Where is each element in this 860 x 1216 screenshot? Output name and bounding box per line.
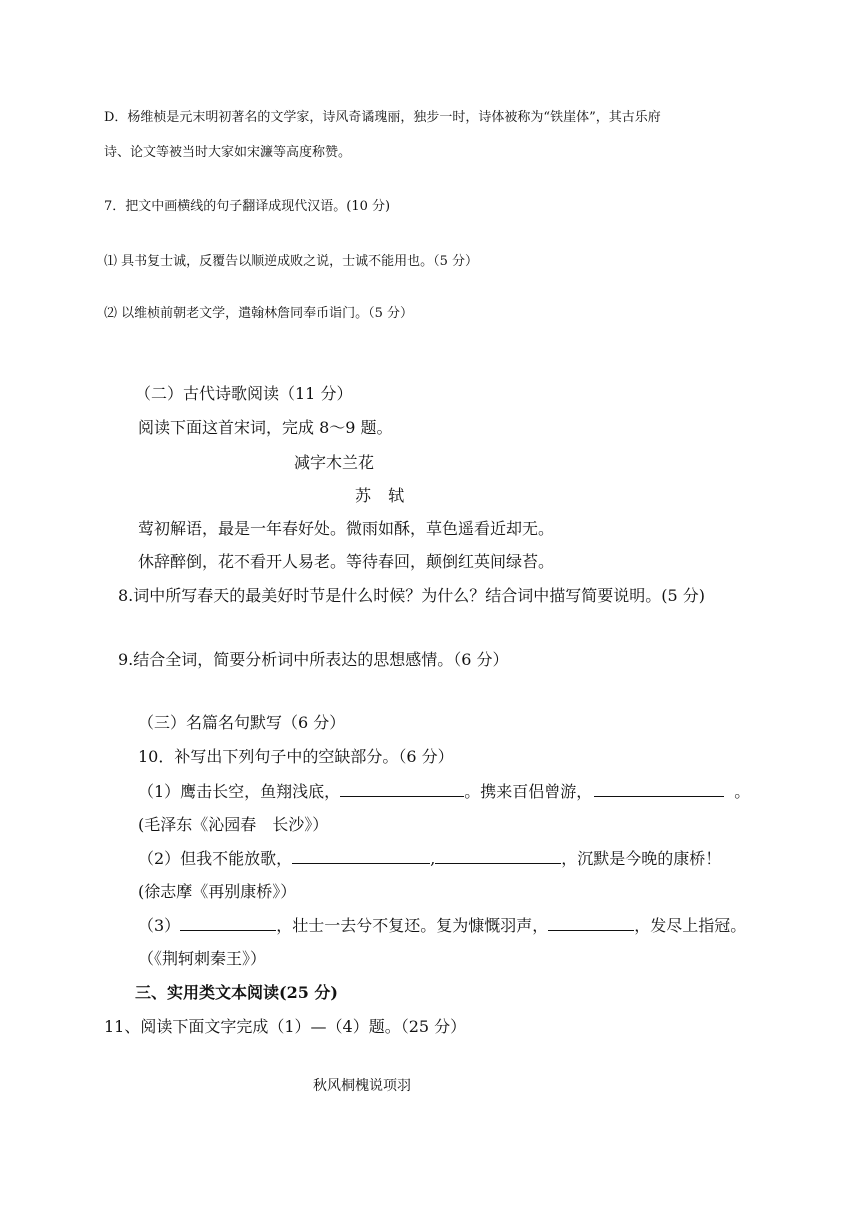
q10-text: 10．补写出下列句子中的空缺部分。（6 分） <box>138 747 454 766</box>
answer-blank-4[interactable] <box>435 849 561 864</box>
recitation-heading: （三）名篇名句默写（6 分） <box>138 713 346 732</box>
poem-author: 苏 轼 <box>355 486 411 505</box>
answer-blank-6[interactable] <box>548 916 634 931</box>
recitation-item-1 <box>138 782 750 801</box>
item3-source: （《荆轲刺秦王》） <box>138 949 267 968</box>
item1-part-a: （1）鹰击长空，鱼翔浅底， <box>138 782 341 801</box>
poem-title: 减字木兰花 <box>294 453 375 472</box>
item1-part-b: 。携来百侣曾游， <box>464 782 593 801</box>
poem-line-1: 莺初解语，最是一年春好处。微雨如酥，草色遥看近却无。 <box>138 519 555 538</box>
option-d-line1: D．杨维桢是元末明初著名的文学家，诗风奇谲瑰丽，独步一时，诗体被称为“铁崖体”，其古乐府 <box>104 110 661 125</box>
option-d-line2: 诗、论文等被当时大家如宋濂等高度称赞。 <box>104 145 352 160</box>
item2-part-c: ，沉默是今晚的康桥！ <box>561 849 722 868</box>
recitation-item-3 <box>138 916 746 935</box>
q7-title: 7．把文中画横线的句子翻译成现代汉语。(10 分) <box>104 199 391 214</box>
item3-part-b: ，壮士一去兮不复还。复为慷慨羽声， <box>276 916 549 935</box>
item1-part-c: 。 <box>734 782 751 801</box>
recitation-item-2 <box>138 849 721 868</box>
q7-sentence-1: ⑴ 具书复士诚，反覆告以顺逆成败之说，士诚不能用也。（5 分） <box>104 254 479 269</box>
item2-part-a: （2）但我不能放歌， <box>138 849 293 868</box>
answer-blank-1[interactable] <box>340 782 464 797</box>
answer-blank-3[interactable] <box>292 849 430 864</box>
practical-heading: 三、实用类文本阅读(25 分) <box>135 983 338 1002</box>
item3-part-a: （3） <box>138 916 181 935</box>
answer-blank-5[interactable] <box>180 916 276 931</box>
poetry-heading: （二）古代诗歌阅读（11 分） <box>135 384 353 403</box>
poetry-instruction: 阅读下面这首宋词，完成 8～9 题。 <box>138 418 393 437</box>
q11-text: 11、阅读下面文字完成（1）—（4）题。（25 分） <box>104 1017 467 1036</box>
q8-text: 8.词中所写春天的最美好时节是什么时候？为什么？结合词中描写简要说明。(5 分) <box>118 586 706 605</box>
item1-source: (毛泽东《沁园春 长沙》） <box>138 815 329 834</box>
article-title: 秋风桐槐说项羽 <box>313 1078 411 1094</box>
item3-part-c: ，发尽上指冠。 <box>634 916 747 935</box>
q9-text: 9.结合全词，简要分析词中所表达的思想感情。（6 分） <box>118 650 509 669</box>
item2-part-b: , <box>430 849 436 868</box>
poem-line-2: 休辞醉倒，花不看开人易老。等待春回，颠倒红英间绿苔。 <box>138 552 555 571</box>
item2-source: (徐志摩《再别康桥》） <box>138 882 297 901</box>
q7-sentence-2: ⑵ 以维桢前朝老文学，遣翰林詹同奉币诣门。（5 分） <box>104 306 414 321</box>
answer-blank-2[interactable] <box>594 782 724 797</box>
